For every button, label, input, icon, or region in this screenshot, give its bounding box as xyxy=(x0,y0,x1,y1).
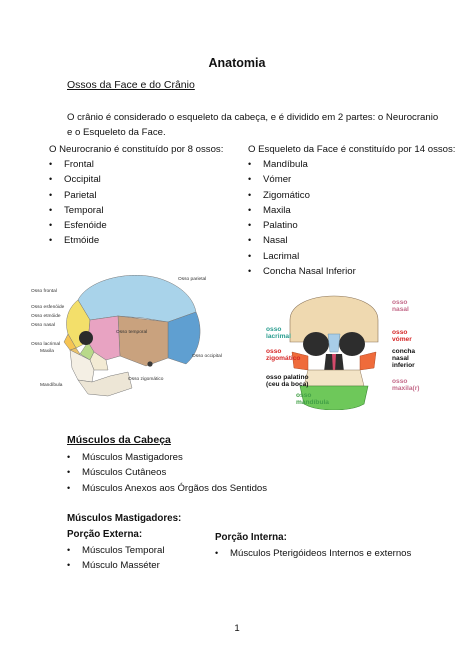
list-item: • Vómer xyxy=(248,172,356,187)
intro-line-1: O crânio é considerado o esqueleto da cabeça, e é dividido em 2 partes: o Neurocranio xyxy=(67,112,439,123)
label-frontal: Osso frontal xyxy=(31,289,57,294)
esqueleto-face-list xyxy=(248,157,356,279)
porcao-interna-list xyxy=(215,546,411,561)
label-etmoide: Osso etmóide xyxy=(31,314,61,319)
label-temporal: Osso temporal xyxy=(116,330,148,335)
label-mandibula: Mandíbula xyxy=(40,383,63,388)
porcao-externa-list xyxy=(67,543,164,574)
label-palatino-frontal: osso palatino (ceu da boca) xyxy=(266,374,309,388)
label-maxila-frontal: osso maxila(r) xyxy=(392,378,420,392)
list-item: • Músculos Temporal xyxy=(67,543,164,558)
list-item: • Mandíbula xyxy=(248,157,356,172)
section-heading-ossos: Ossos da Face e do Crânio xyxy=(67,79,195,91)
list-item: • Músculo Masséter xyxy=(67,558,164,573)
list-item: • Lacrimal xyxy=(248,249,356,264)
label-maxila: Maxila xyxy=(40,349,54,354)
label-nasal-frontal: osso nasal xyxy=(392,299,409,313)
musculos-list xyxy=(67,450,267,496)
section-heading-musculos: Músculos da Cabeça xyxy=(67,434,171,446)
list-item: • Nasal xyxy=(248,233,356,248)
frontal-skull-figure xyxy=(260,282,436,410)
label-vomer-frontal: osso vómer xyxy=(392,329,412,343)
list-item: • Músculos Mastigadores xyxy=(67,450,267,465)
page-title: Anatomia xyxy=(208,56,266,70)
list-item: • Músculos Cutâneos xyxy=(67,465,267,480)
label-lacrimal: Osso lacrimal xyxy=(31,342,61,347)
list-item: • Zigomático xyxy=(248,188,356,203)
label-esfenoide: Osso esfenóide xyxy=(31,305,65,310)
label-zigomatico: Osso zigomático xyxy=(128,377,164,382)
list-item: • Maxila xyxy=(248,203,356,218)
porcao-externa-heading: Porção Externa: xyxy=(67,529,143,540)
label-concha-frontal: concha nasal inferior xyxy=(392,348,416,369)
neurocranio-lead: O Neurocranio é constituído por 8 ossos: xyxy=(49,144,224,155)
intro-line-2: e o Esqueleto da Face. xyxy=(67,127,166,138)
list-item: • Concha Nasal Inferior xyxy=(248,264,356,279)
list-item: • Parietal xyxy=(49,188,107,203)
lateral-skull-figure xyxy=(28,272,234,400)
label-mandibula-frontal: osso mandíbula xyxy=(296,392,329,406)
list-item: • Frontal xyxy=(49,157,107,172)
list-item: • Músculos Anexos aos Órgãos dos Sentidos xyxy=(67,481,267,496)
list-item: • Etmóide xyxy=(49,233,107,248)
list-item: • Occipital xyxy=(49,172,107,187)
label-occipital: Osso occipital xyxy=(192,354,222,359)
page-number: 1 xyxy=(234,623,240,634)
section-heading-mastigadores: Músculos Mastigadores: xyxy=(67,513,182,524)
label-parietal: Osso parietal xyxy=(178,277,207,282)
list-item: • Músculos Pterigóideos Internos e externos xyxy=(215,546,411,561)
label-zigomatico-frontal: osso zigomático xyxy=(266,348,301,362)
list-item: • Palatino xyxy=(248,218,356,233)
neurocranio-list xyxy=(49,157,107,249)
label-lacrimal-frontal: osso lacrimal xyxy=(266,326,291,340)
list-item: • Temporal xyxy=(49,203,107,218)
porcao-interna-heading: Porção Interna: xyxy=(215,532,287,543)
label-nasal: Osso nasal xyxy=(31,323,55,328)
list-item: • Esfenóide xyxy=(49,218,107,233)
esqueleto-face-lead: O Esqueleto da Face é constituído por 14 ossos: xyxy=(248,144,456,155)
